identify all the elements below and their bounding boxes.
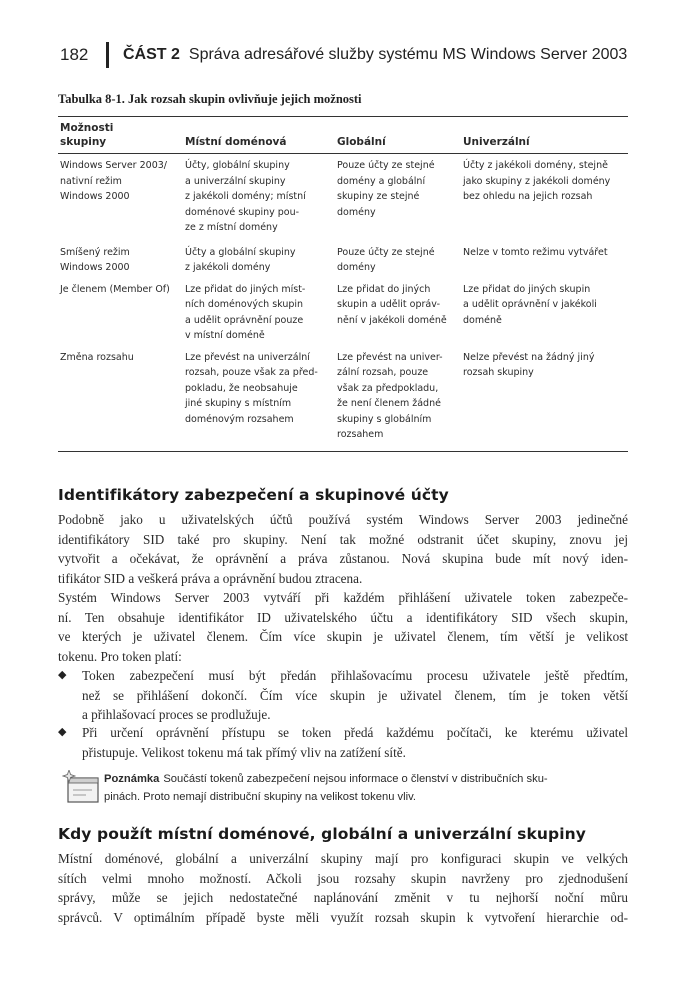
cell-text: Lze přidat do jiných skupin: [463, 283, 591, 295]
cell-text: zální rozsah, pouze: [337, 367, 429, 378]
table-cell: [185, 245, 337, 276]
cell-text: Změna rozsahu: [60, 351, 134, 363]
text-line: správců. V optimálním případě byste měli využít rozsah skupin k vytvoření hierarchie od-: [58, 909, 628, 925]
table-header-cell: [463, 135, 628, 149]
table-cell: [58, 158, 185, 236]
text-line: správy, může se jejich nedostatečné naplánování změnit v tu nejhorší noční můru: [58, 890, 628, 906]
paragraph-token: [58, 588, 628, 666]
table-cell: [337, 350, 463, 443]
table-cell: [185, 282, 337, 344]
table-cell: [337, 282, 463, 344]
cell-text: pokladu, že neobsahuje: [185, 382, 298, 394]
table-header-cell: [337, 135, 463, 149]
table-row: [58, 278, 628, 346]
text-line: přistupuje. Velikost tokenu má tak přímý vliv na zatížení sítě.: [82, 744, 406, 760]
note-icon: [62, 770, 100, 804]
bullet-item: [58, 723, 628, 762]
header-text: Možnosti: [60, 122, 114, 134]
cell-text: rozsah skupiny: [463, 367, 534, 378]
text-line: Token zabezpečení musí být předán přihlašovacímu procesu uživatele ještě předtím,: [82, 668, 628, 683]
cell-text: domény: [337, 262, 376, 273]
text-line: než se přihlášení dokončí. Čím více skupin je uživatel členem, tím je token větší: [82, 687, 628, 703]
paragraph-sid-intro: [58, 510, 628, 588]
table-cell: [463, 158, 628, 236]
cell-text: Lze přidat do jiných: [337, 283, 431, 295]
cell-text: ze z místní domény: [185, 222, 278, 233]
cell-text: Lze převést na univer-: [337, 351, 443, 363]
text-line: Podobně jako u uživatelských účtů používá systém Windows Server 2003 jedinečné: [58, 512, 628, 527]
cell-text: Lze převést na univerzální: [185, 351, 310, 363]
cell-text: doméně: [463, 314, 502, 326]
cell-text: Účty, globální skupiny: [185, 160, 290, 171]
chapter-title: Správa adresářové služby systému MS Windows Server 2003: [188, 46, 628, 63]
cell-text: nění v jakékoli doméně: [337, 314, 447, 326]
text-line: Při určení oprávnění přístupu se token předá každému počítači, ke kterému uživatel: [82, 725, 628, 740]
header-text: Univerzální: [463, 136, 530, 148]
group-scope-table: [58, 116, 628, 452]
cell-text: Pouze účty ze stejné: [337, 246, 435, 258]
table-cell: [185, 158, 337, 236]
table-cell: [58, 282, 185, 344]
page-number: 182: [60, 45, 89, 64]
cell-text: v místní doméně: [185, 330, 265, 341]
diamond-bullet-icon: ◆: [58, 726, 67, 738]
table-cell: [337, 158, 463, 236]
text-line: Místní doménové, globální a univerzální skupiny mají pro konfiguraci skupin ve velkých: [58, 851, 628, 866]
cell-text: a udělit oprávnění pouze: [185, 314, 304, 326]
table-row: [58, 346, 628, 451]
table-cell: [337, 245, 463, 276]
paragraph-group-scopes: [58, 849, 628, 927]
table-cell: [185, 350, 337, 443]
text-line: Systém Windows Server 2003 vytváří při každém přihlášení uživatele token zabezpeče-: [58, 590, 628, 605]
cell-text: Lze přidat do jiných míst-: [185, 283, 306, 295]
table-cell: [463, 282, 628, 344]
cell-text: doménové skupiny pou-: [185, 206, 300, 218]
cell-text: rozsahem: [337, 429, 384, 440]
table-header-row: [58, 117, 628, 154]
cell-text: Pouze účty ze stejné: [337, 160, 435, 171]
cell-text: domény: [337, 206, 376, 218]
diamond-bullet-icon: ◆: [58, 669, 67, 681]
section-heading-sid: Identifikátory zabezpečení a skupinové účty: [58, 486, 449, 504]
cell-text: z jakékoli domény: [185, 262, 271, 273]
note-label: Poznámka: [104, 773, 160, 785]
chapter-label: ČÁST 2: [123, 46, 180, 63]
table-cell: [463, 350, 628, 443]
cell-text: Windows Server 2003/: [60, 160, 167, 171]
table-row: [58, 240, 628, 278]
cell-text: rozsah, pouze však za před-: [185, 367, 318, 378]
bullet-item: [58, 666, 628, 725]
table-header-cell: [185, 135, 337, 149]
cell-text: že není členem žádné: [337, 398, 441, 409]
cell-text: Nelze v tomto režimu vytvářet: [463, 246, 608, 258]
cell-text: skupin a udělit opráv-: [337, 299, 441, 310]
cell-text: Windows 2000: [60, 262, 130, 273]
text-line: sítích velmi mnoho možností. Ačkoli jsou rozsahy skupin navrženy pro zjednodušení: [58, 870, 628, 886]
table-cell: [58, 245, 185, 276]
table-cell: [463, 245, 628, 276]
cell-text: a univerzální skupiny: [185, 175, 286, 187]
cell-text: skupiny s globálním: [337, 413, 432, 425]
cell-text: z jakékoli domény; místní: [185, 191, 306, 202]
cell-text: Nelze převést na žádný jiný: [463, 351, 595, 363]
header-divider: [106, 42, 109, 68]
header-text: Globální: [337, 136, 386, 148]
table-caption: Tabulka 8-1. Jak rozsah skupin ovlivňuje jejich možnosti: [58, 92, 362, 106]
header-text: Místní doménová: [185, 136, 287, 148]
section-heading-group-scopes: Kdy použít místní doménové, globální a univerzální skupiny: [58, 825, 586, 843]
cell-text: Účty z jakékoli domény, stejně: [463, 160, 608, 171]
cell-text: bez ohledu na jejich rozsah: [463, 191, 593, 202]
text-line: tifikátor SID a veškerá práva a oprávnění budou ztracena.: [58, 570, 363, 586]
note-text-line: pinách. Proto nemají distribuční skupiny na velikost tokenu vliv.: [104, 791, 416, 803]
cell-text: domény a globální: [337, 175, 426, 187]
cell-text: ních doménových skupin: [185, 299, 304, 310]
note-box: [58, 770, 628, 814]
cell-text: Účty a globální skupiny: [185, 246, 296, 258]
cell-text: Je členem (Member Of): [60, 283, 170, 295]
cell-text: jako skupiny z jakékoli domény: [463, 175, 611, 187]
cell-text: Windows 2000: [60, 191, 130, 202]
text-line: ní. Ten obsahuje identifikátor ID uživatelského účtu a identifikátory SID všech skupin,: [58, 609, 628, 625]
table-row: [58, 154, 628, 240]
text-line: identifikátory SID také pro skupiny. Není tak možné odstranit účet skupiny, znovu jej: [58, 531, 628, 547]
cell-text: nativní režim: [60, 175, 122, 187]
cell-text: jiné skupiny s místním: [185, 398, 292, 409]
running-header: [60, 38, 640, 72]
text-line: a přihlašovací proces se prodlužuje.: [82, 707, 271, 723]
cell-text: skupiny ze stejné: [337, 191, 420, 202]
cell-text: a udělit oprávnění v jakékoli: [463, 299, 597, 310]
cell-text: Smíšený režim: [60, 246, 130, 258]
header-text: skupiny: [60, 136, 107, 148]
text-line: vytvořit a očekávat, že oprávnění a práva zůstanou. Nová skupina bude mít nový iden-: [58, 551, 628, 567]
table-cell: [58, 350, 185, 443]
cell-text: však za předpokladu,: [337, 382, 439, 394]
cell-text: doménovým rozsahem: [185, 413, 294, 425]
table-header-cell: [58, 121, 185, 149]
note-text-line: Součástí tokenů zabezpečení nejsou informace o členství v distribučních sku-: [163, 773, 548, 785]
text-line: ve kterých je uživatel členem. Čím více skupin je uživatel členem, tím větší je velikost: [58, 629, 628, 645]
text-line: tokenu. Pro token platí:: [58, 648, 182, 664]
